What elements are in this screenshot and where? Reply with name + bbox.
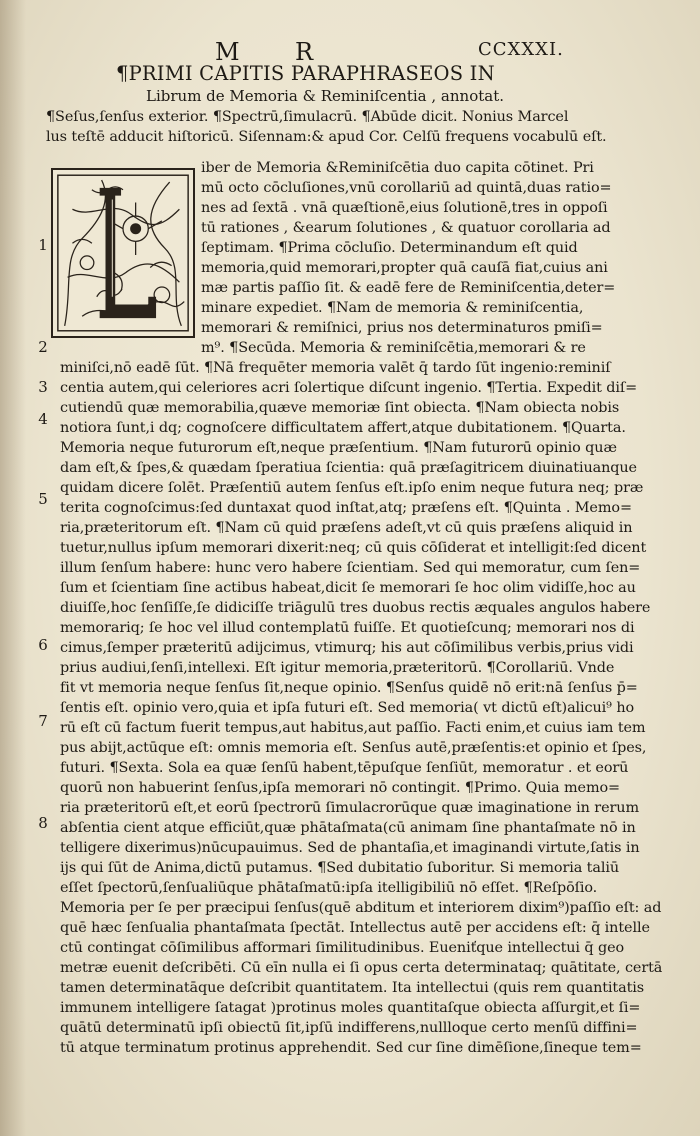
text-line: notiora ſunt,i dq; cognoſcere difficultatem affert,atque dubitationem. ¶Quarta. [60,420,626,436]
margin-number: 2 [38,338,48,356]
text-line: ctū contingat cōſimilibus afformari ſimilitudinibus. Eueniťque intellectui q̄ geo [60,940,625,956]
text-line: ſeptimam. ¶Prima cōcluſio. Determinandum eſt quid [201,240,578,256]
text-line: pus abijt,actūque eſt: omnis memoria eſt. Senſus autē,præſentis:et opinio et ſpes, [60,740,647,756]
text-line: cutiendū quæ memorabilia,quæve memoriæ ſint obiecta. ¶Nam obiecta nobis [60,400,620,416]
text-line: terita cognoſcimus:ſed duntaxat quod inſtat,atq; præſens eſt. ¶Quinta . Memo= [60,500,632,516]
text-line: ria præteritorū eſt,et eorū ſpectrorū ſimulacrorūque quæ imaginatione in rerum [60,800,639,816]
running-head-left: M [215,38,241,66]
text-line: tamen determinatāque deſcribit quantitatem. Ita intellectui (quis rem quantitatis [60,980,645,996]
text-line: nes ad ſextā . vnā quæſtionē,eius ſolutionē,tres in oppoſi [201,200,608,216]
text-line: prius audiui,ſenſi,intellexi. Eſt igitur memoria,præteritorū. ¶Corollariū. Vnde [60,660,615,676]
intro-line: lus teſtē adducit hiſtoricū. Siſennam:& apud Cor. Celſū frequens vocabulū eſt. [46,129,607,145]
text-line: dam eſt,& ſpes,& quædam ſperatiua ſcientia: quā præſagitricem diuinatiuanque [60,460,637,476]
text-line: ſum et ſcientiam ſine actibus habeat,dicit ſe memorari ſe hoc olim vidiſſe,hoc au [60,580,636,596]
text-line: ijs qui ſūt de Anima,dictū putamus. ¶Sed dubitatio ſuboritur. Si memoria taliū [60,860,620,876]
text-line: cimus,ſemper præteritū adijcimus, vtimurq; his aut cōſimilibus verbis,prius vidi [60,640,634,656]
text-line: telligere dixerimus)nūcupauimus. Sed de phantaſia,et imaginandi virtute,ſatis in [60,840,640,856]
text-line: illum ſenſum habere: hunc vero habere ſcientiam. Sed qui memoratur, cum ſen= [60,560,641,576]
text-line: memoria,quid memorari,propter quā cauſā fiat,cuius ani [201,260,608,276]
text-line: ſentis eſt. opinio vero,quia et ipſa futuri eſt. Sed memoria( vt dictū eſt)alicui⁹ ho [60,700,635,716]
text-line: Memoria per ſe per præcipui ſenſus(quē abditum et interiorem dixim⁹)paſſio eſt: ad [60,900,662,916]
text-line: miniſci,nō eadē ſūt. ¶Nā frequēter memoria valēt q̄ tardo ſūt ingenio:reminiſ [60,360,611,376]
text-line: fit vt memoria neque ſenſus ſit,neque opinio. ¶Senſus quidē nō erit:nā ſenſus p̄= [60,680,638,696]
text-line: ria,præteritorum eſt. ¶Nam cū quid præſens adeſt,vt cū quis præſens aliquid in [60,520,633,536]
text-line [60,1058,677,1078]
text-line: tū rationes , &earum ſolutiones , & quatuor corollaria ad [201,220,611,236]
text-line: quorū non habuerint ſenſus,ipſa memorari nō contingit. ¶Primo. Quia memo= [60,780,621,796]
text-line: tuetur,nullus ipſum memorari dixerit:neq; cū quis cōſiderat et intelligit:ſed dicent [60,540,647,556]
chapter-heading: ¶PRIMI CAPITIS PARAPHRASEOS IN [116,62,495,85]
margin-number: 5 [38,490,48,508]
initial-artwork [53,170,193,336]
page-gutter-shadow [0,0,26,1136]
text-line: minare expediet. ¶Nam de memoria & reminiſcentia, [201,300,584,316]
text-line: memorari & remiſnici, prius nos determinaturos pmiſi= [201,320,603,336]
text-line: rū eſt cū factum fuerit tempus,aut habitus,aut paſſio. Facti enim,et cuius iam tem [60,720,646,736]
text-line: quē hæc ſenſualia phantaſmata ſpectāt. Intellectus autē per accidens eſt: q̄ intelle [60,920,650,936]
text-line: iber de Memoria &Reminiſcētia duo capita cōtinet. Pri [201,160,594,176]
margin-number: 8 [38,814,48,832]
chapter-subheading: Librum de Memoria & Reminiſcentia , annotat. [146,87,504,105]
text-line: diuiſſe,hoc ſenſiſſe,ſe didiciſſe triāgulū tres duobus rectis æquales angulos habere [60,600,651,616]
text-line: Memoria neque futurorum eſt,neque præſentium. ¶Nam futurorū opinio quæ [60,440,617,456]
text-line: immunem intelligere ſatagat )protinus moles quantitaſque obiecta aſſurgit,et ſi= [60,1000,641,1016]
text-line: metræ euenit deſcribēti. Cū eīn nulla ei ſi opus certa determinataq; quātitate, certā [60,960,663,976]
text-line: mæ partis paſſio ſit. & eadē fere de Reminiſcentia,deter= [201,280,616,296]
intro-line: ¶Seſus,ſenſus exterior. ¶Spectrū,ſimulacrū. ¶Abūde dicit. Nonius Marcel [46,109,569,125]
text-line: mū octo cōcluſiones,vnū corollariū ad quintā,duas ratio= [201,180,612,196]
text-line: memorariq; ſe hoc vel illud contemplatū fuiſſe. Et quotieſcunq; memorari nos di [60,620,635,636]
text-line: futuri. ¶Sexta. Sola ea quæ ſenſū habent,tēpuſque ſenſiūt, memoratur . et eorū [60,760,629,776]
text-line: centia autem,qui celeriores acri ſolertique diſcunt ingenio. ¶Tertia. Expedit diſ= [60,380,638,396]
margin-number: 3 [38,378,48,396]
decorated-initial-L-foliage-icon [51,168,195,338]
text-line: quātū determinatū ipſi obiectū ſit,ipſū indifferens,nullloque certo menſū diffini= [60,1020,638,1036]
folio-number: CCXXXI. [478,39,564,60]
text-line: m⁹. ¶Secūda. Memoria & reminiſcētia,memorari & re [201,340,586,356]
margin-number: 6 [38,636,48,654]
text-line: eſſet ſpectorū,ſenſualiūque phātaſmatū:ipſa itelligibiliū nō eſſet. ¶Reſpōſio. [60,880,598,896]
margin-number: 1 [38,236,48,254]
text-line: quidam dicere ſolēt. Præſentiū autem ſenſus eſt.ipſo enim neque futura neq; præ [60,480,644,496]
running-head-right: R [295,38,315,66]
text-line: tū atque terminatum protinus apprehendit. Sed cur ſine dimēſione,ſineque tem= [60,1040,642,1056]
margin-number: 4 [38,410,48,428]
margin-number: 7 [38,712,48,730]
text-line: abſentia cient atque efficiūt,quæ phātaſmata(cū animam ſine phantaſmate nō in [60,820,636,836]
